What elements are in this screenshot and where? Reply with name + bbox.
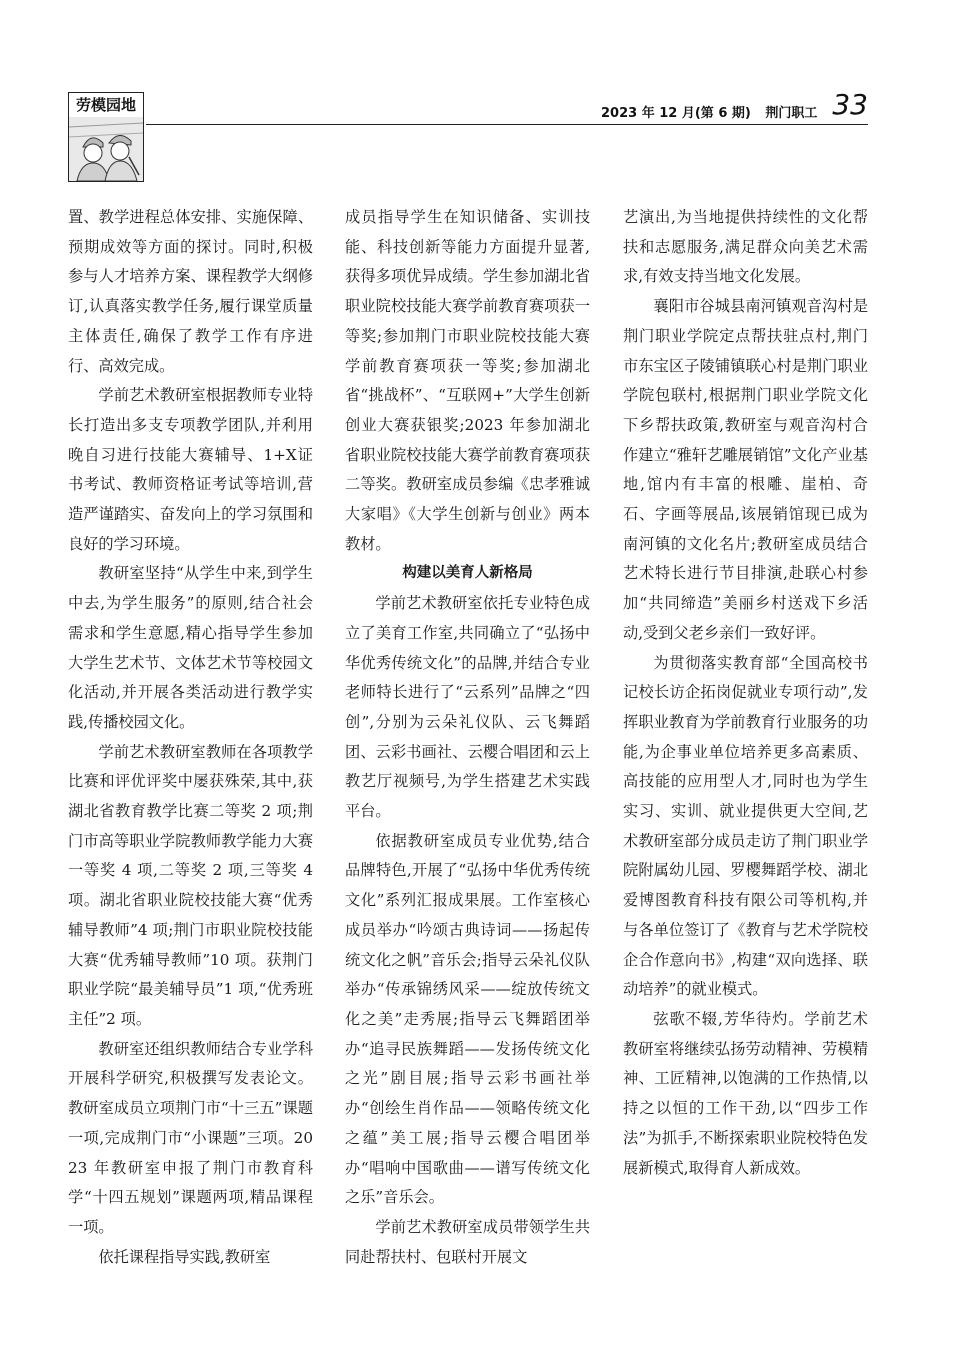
column-2 <box>345 203 590 1272</box>
column-1 <box>68 203 313 1272</box>
journal-name: 荆门职工 <box>765 106 818 121</box>
paragraph: 学前艺术教研室成员带领学生共同赴帮扶村、包联村开展文 <box>345 1217 590 1266</box>
paragraph: 教研室还组织教师结合专业学科开展科学研究,积极撰写发表论文。教研室成员立项荆门市“十三五”课题一项,完成荆门市“小课题”三项。2023 年教研室申报了荆门市教育科学“十四五规划”课题两项,精品课程一项。 <box>68 1039 313 1236</box>
page-number: 33 <box>832 88 868 121</box>
paragraph: 为贯彻落实教育部“全国高校书记校长访企拓岗促就业专项行动”,发挥职业教育为学前教育行业服务的功能,为企事业单位培养更多高素质、高技能的应用型人才,同时也为学生实习、实训、就业提供更大空间,艺术教研室部分成员走访了荆门职业学院附属幼儿园、罗樱舞蹈学校、湖北爱博图教育科技有限公司等机构,并与各单位签订了《教育与艺术学院校企合作意向书》,构建“双向选择、联动培养”的就业模式。 <box>623 653 868 999</box>
page-header <box>68 88 868 184</box>
column-badge <box>68 92 144 182</box>
paragraph: 依据教研室成员专业优势,结合品牌特色,开展了“弘扬中华优秀传统文化”系列汇报成果展。工作室核心成员举办“吟颂古典诗词——扬起传统文化之帆”音乐会;指导云朵礼仪队举办“传承锦绣风采——绽放传统文化之美”走秀展;指导云飞舞蹈团举办“追寻民族舞蹈——发扬传统文化之光”剧目展;指导云彩书画社举办“创绘生肖作品——领略传统文化之蕴”美工展;指导云樱合唱团举办“唱响中国歌曲——谱写传统文化之乐”音乐会。 <box>345 831 590 1207</box>
issue-date: 2023 年 12 月(第 6 期) <box>601 106 751 121</box>
column-name: 劳模园地 <box>69 93 143 118</box>
paragraph: 弦歌不辍,芳华待灼。学前艺术教研室将继续弘扬劳动精神、劳模精神、工匠精神,以饱满的工作热情,以持之以恒的工作干劲,以“四步工作法”为抓手,不断探索职业院校特色发展新模式,取得育人新成效。 <box>623 1009 868 1177</box>
paragraph: 教研室坚持“从学生中来,到学生中去,为学生服务”的原则,结合社会需求和学生意愿,精心指导学生参加大学生艺术节、文体艺术节等校园文化活动,并开展各类活动进行教学实践,传播校园文化。 <box>68 564 313 731</box>
paragraph: 学前艺术教研室教师在各项教学比赛和评优评奖中屡获殊荣,其中,获湖北省教育教学比赛二等奖 2 项;荆门市高等职业学院教师教学能力大赛一等奖 4 项,二等奖 2 项,三等奖 4 项。湖北省职业院校技能大赛“优秀辅导教师”4 项;荆门市职业院校技能大赛“优秀辅导教师”10 项。获荆门职业学院“最美辅导员”1 项,“优秀班主任”2 项。 <box>68 742 313 1028</box>
column-3 <box>623 203 868 1183</box>
paragraph: 置、教学进程总体安排、实施保障、预期成效等方面的探讨。同时,积极参与人才培养方案、课程教学大纲修订,认真落实教学任务,履行课堂质量主体责任,确保了教学工作有序进行、高效完成。 <box>68 208 313 375</box>
paragraph: 依托课程指导实践,教研室 <box>98 1247 271 1266</box>
paragraph: 艺演出,为当地提供持续性的文化帮扶和志愿服务,满足群众向美艺术需求,有效支持当地文化发展。 <box>623 208 868 286</box>
paragraph: 襄阳市谷城县南河镇观音沟村是荆门职业学院定点帮扶驻点村,荆门市东宝区子陵铺镇联心村是荆门职业学院包联村,根据荆门职业学院文化下乡帮扶政策,教研室与观音沟村合作建立“雅轩艺雕展销馆”文化产业基地,馆内有丰富的根雕、崖柏、奇石、字画等展品,该展销馆现已成为南河镇的文化名片;教研室成员结合艺术特长进行节目排演,赴联心村参加“共同缔造”美丽乡村送戏下乡活动,受到父老乡亲们一致好评。 <box>623 297 868 642</box>
section-heading: 构建以美育人新格局 <box>402 565 533 582</box>
paragraph: 学前艺术教研室依托专业特色成立了美育工作室,共同确立了“弘扬中华优秀传统文化”的品牌,并结合专业老师特长进行了“云系列”品牌之“四创”,分别为云朵礼仪队、云飞舞蹈团、云彩书画社、云樱合唱团和云上教艺厅视频号,为学生搭建艺术实践平台。 <box>345 594 590 821</box>
workers-illustration-icon <box>69 117 143 181</box>
issue-info <box>601 102 827 121</box>
header-rule <box>146 124 868 125</box>
paragraph: 成员指导学生在知识储备、实训技能、科技创新等能力方面提升显著,获得多项优异成绩。学生参加湖北省职业院校技能大赛学前教育赛项获一等奖;参加荆门市职业院校技能大赛学前教育赛项获一等奖;参加湖北省“挑战杯”、“互联网+”大学生创新创业大赛获银奖;2023 年参加湖北省职业院校技能大赛学前教育赛项获二等奖。教研室成员参编《忠孝雅诚大家唱》《大学生创新与创业》两本教材。 <box>345 208 590 553</box>
article-body <box>68 203 868 1283</box>
paragraph: 学前艺术教研室根据教师专业特长打造出多支专项教学团队,并利用晚自习进行技能大赛辅导、1+X证书考试、教师资格证考试等培训,营造严谨踏实、奋发向上的学习氛围和良好的学习环境。 <box>68 386 313 553</box>
